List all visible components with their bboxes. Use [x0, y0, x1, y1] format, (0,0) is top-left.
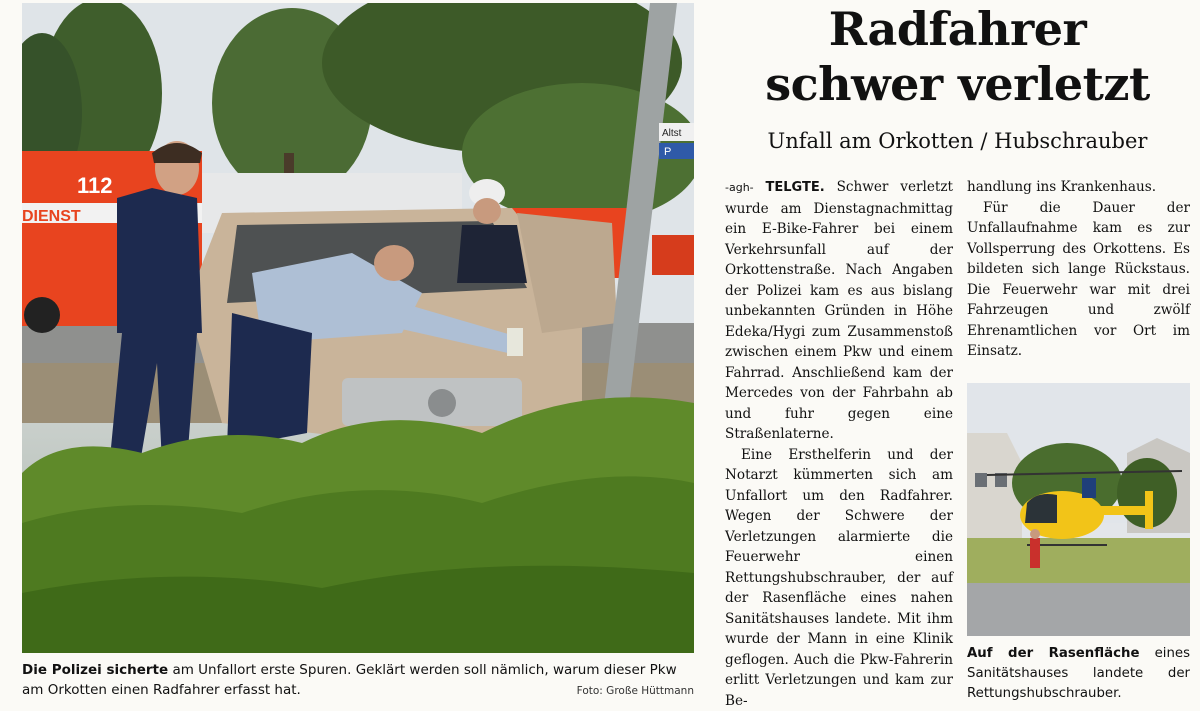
parking-sign-text: P: [664, 146, 671, 158]
headline-line-2: schwer verletzt: [765, 57, 1150, 111]
paragraph-2: Eine Ersthelferin und der Notarzt kümmerten sich am Unfallort um den Radfahrer. Wegen der Schwere der Verletzungen alarmierte die Feuerwehr einen Rettungshubschrauber, der auf der Rasenfläche eines nahen Sanitätshauses landete. Mit ihm wurde der Mann in eine Klinik geflogen. Auch die Pkw-Fahrerin erlitt Verletzungen und kam zur Be-: [725, 445, 953, 711]
article-subheadline: Unfall am Orkotten / Hubschrauber: [725, 129, 1190, 153]
accident-scene-illustration: [22, 3, 694, 653]
photo-credit: Foto: Große Hüttmann: [577, 685, 694, 697]
heli-caption-text: eines Sanitätshauses landete der Rettungshubschrauber.: [967, 646, 1190, 701]
article-column-1: [725, 177, 953, 711]
headline-line-1: Radfahrer: [829, 2, 1087, 56]
heli-caption-bold: Auf der Rasenfläche: [967, 646, 1139, 661]
paragraph-3: Für die Dauer der Unfallaufnahme kam es zur Vollsperrung des Orkottens. Es bildeten sich lange Rückstaus. Die Feuerwehr war mit drei Fahrzeugen und zwölf Ehrenamtlichen vor Ort im Einsatz.: [967, 198, 1190, 362]
truck-text: DIENST: [22, 208, 81, 225]
main-caption-text: am Unfallort erste Spuren. Geklärt werden soll nämlich, warum dieser Pkw am Orkotten einen Radfahrer erfasst hat.: [22, 662, 677, 698]
street-sign-text: Altst: [662, 128, 682, 139]
author-tag: -agh-: [725, 181, 754, 194]
helicopter-photo: [967, 383, 1190, 636]
main-caption-bold: Die Polizei sicherte: [22, 662, 168, 678]
article-column-2: [967, 177, 1190, 362]
truck-number: 112: [77, 173, 113, 198]
lead-paragraph: [725, 177, 953, 445]
main-photo: [22, 3, 694, 653]
lead-text: Schwer verletzt wurde am Dienstagnachmittag ein E-Bike-Fahrer bei einem Verkehrsunfall auf der Orkottenstraße. Nach Angaben der Polizei kam es aus bislang unbekannten Gründen in Höhe Edeka/Hygi zum Zusammenstoß zwischen einem Pkw und einem Fahrrad. Anschließend kam der Mercedes von der Fahrbahn ab und fuhr gegen eine Straßenlaterne.: [725, 179, 953, 442]
dateline: TELGTE.: [766, 180, 825, 195]
helicopter-photo-caption: [967, 644, 1190, 704]
helicopter-illustration: [967, 383, 1190, 636]
article-headline: [725, 2, 1190, 112]
paragraph-continued: handlung ins Krankenhaus.: [967, 177, 1190, 198]
